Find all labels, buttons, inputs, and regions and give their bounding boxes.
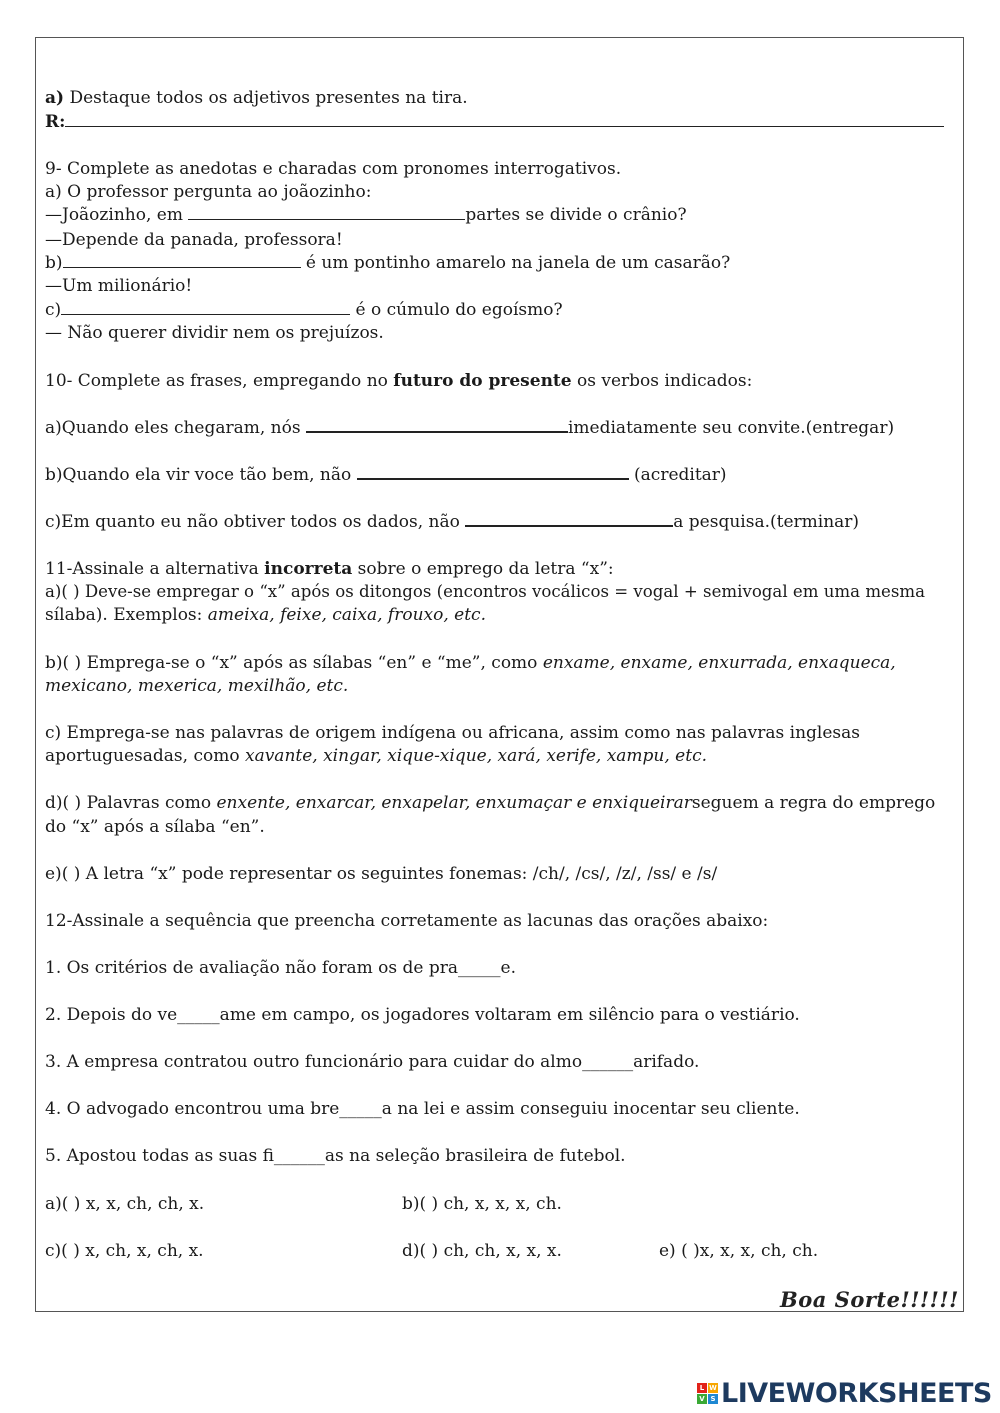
closing-message: Boa Sorte!!!!!! (780, 1287, 959, 1312)
q11-option-e[interactable]: e)( ) A letra “x” pode representar os seguintes fonemas: /ch/, /cs/, /z/, /ss/ e /s/ (45, 864, 718, 884)
q11-option-c-line1: c) Emprega-se nas palavras de origem indígena ou africana, assim como nas palavras inglesas (45, 723, 860, 743)
q12-sentence-4: 4. O advogado encontrou uma bre_____a na lei e assim conseguiu inocentar seu cliente. (45, 1099, 800, 1119)
q9-b-response: —Um milionário! (45, 276, 193, 296)
q9-a-response: —Depende da panada, professora! (45, 230, 343, 250)
q12-sentence-1: 1. Os critérios de avaliação não foram os de pra_____e. (45, 958, 516, 978)
q11-option-a-line2: sílaba). Exemplos: ameixa, feixe, caixa, frouxo, etc. (45, 605, 486, 625)
q10-c-blank[interactable] (465, 510, 673, 527)
q9-a-line: —Joãozinho, em partes se divide o crânio? (45, 205, 687, 225)
q12-title: 12-Assinale a sequência que preencha corretamente as lacunas das orações abaixo: (45, 911, 769, 931)
q10-a-blank[interactable] (306, 416, 568, 433)
q11-option-b-line1[interactable]: b)( ) Emprega-se o “x” após as sílabas “en” e “me”, como enxame, enxame, enxurrada, enxaqueca, (45, 653, 896, 673)
q10-b-line: b)Quando ela vir voce tão bem, não (acreditar) (45, 465, 727, 485)
q11-option-c-line2: aportuguesadas, como xavante, xingar, xique-xique, xará, xerife, xampu, etc. (45, 746, 707, 766)
q12-option-e[interactable]: e) ( )x, x, x, ch, ch. (659, 1241, 819, 1261)
q12-sentence-2: 2. Depois do ve_____ame em campo, os jogadores voltaram em silêncio para o vestiário. (45, 1005, 800, 1025)
logo-text: LIVEWORKSHEETS (721, 1377, 992, 1409)
answer-line (45, 110, 944, 134)
logo-mark-icon: L W V S (697, 1383, 718, 1404)
answer-blank[interactable] (65, 111, 944, 127)
q11-option-a-line1[interactable]: a)( ) Deve-se empregar o “x” após os ditongos (encontros vocálicos = vogal + semivogal em uma mesma (45, 582, 926, 601)
q9-a-intro: a) O professor pergunta ao joãozinho: (45, 182, 372, 202)
q11-option-d-line1[interactable]: d)( ) Palavras como enxente, enxarcar, enxapelar, enxumaçar e enxiqueirarseguem a regra do emprego (45, 793, 936, 813)
q9-a-blank[interactable] (188, 204, 465, 220)
answer-label: R: (45, 112, 66, 132)
q10-a-line: a)Quando eles chegaram, nós imediatamente seu convite.(entregar) (45, 418, 895, 438)
q9-title: 9- Complete as anedotas e charadas com pronomes interrogativos. (45, 159, 622, 179)
q12-option-d[interactable]: d)( ) ch, ch, x, x, x. (402, 1241, 562, 1261)
q10-title: 10- Complete as frases, empregando no futuro do presente os verbos indicados: (45, 371, 753, 391)
q10-b-blank[interactable] (357, 463, 629, 480)
q9-c-blank[interactable] (61, 299, 350, 315)
q9-c-response: — Não querer dividir nem os prejuízos. (45, 323, 384, 343)
question-a-label: a) (45, 88, 65, 108)
q9-c-line: c) é o cúmulo do egoísmo? (45, 300, 563, 320)
q12-option-c[interactable]: c)( ) x, ch, x, ch, x. (45, 1241, 204, 1261)
q12-sentence-5: 5. Apostou todas as suas fi______as na seleção brasileira de futebol. (45, 1146, 626, 1166)
q12-option-b[interactable]: b)( ) ch, x, x, x, ch. (402, 1194, 562, 1214)
q11-option-b-line2: mexicano, mexerica, mexilhão, etc. (45, 676, 349, 696)
question-a (45, 86, 468, 110)
liveworksheets-logo[interactable] (697, 1378, 992, 1408)
q11-option-d-line2: do “x” após a sílaba “en”. (45, 817, 265, 837)
q9-b-blank[interactable] (63, 252, 301, 268)
q12-sentence-3: 3. A empresa contratou outro funcionário para cuidar do almo______arifado. (45, 1052, 700, 1072)
question-a-text: Destaque todos os adjetivos presentes na tira. (64, 88, 468, 108)
q11-title: 11-Assinale a alternativa incorreta sobre o emprego da letra “x”: (45, 559, 614, 579)
q10-c-line: c)Em quanto eu não obtiver todos os dados, não a pesquisa.(terminar) (45, 512, 860, 532)
q12-option-a[interactable]: a)( ) x, x, ch, ch, x. (45, 1194, 205, 1214)
q9-b-line: b) é um pontinho amarelo na janela de um casarão? (45, 253, 731, 273)
